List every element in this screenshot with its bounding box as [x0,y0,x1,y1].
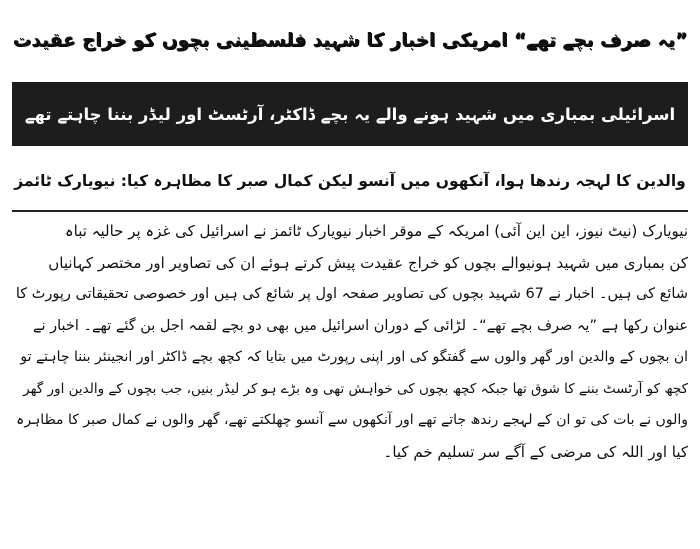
body-line: شائع کی ہیں۔ اخبار نے 67 شہید بچوں کی تصاویر صفحہ اول پر شائع کی ہیں اور خصوصی تحقیقاتی رپورٹ کا [15,286,688,302]
headline: ”یہ صرف بچے تھے“ امریکی اخبار کا شہید فلسطینی بچوں کو خراج عقیدت [12,30,688,52]
body-line: کچھ کو آرٹسٹ بننے کا شوق تھا جبکہ کچھ بچوں کی خواہش تھی وہ بڑے ہو کر لیڈر بنیں، جب بچوں کے والدین اور گھر [23,380,688,397]
article-body [12,216,688,468]
divider-rule [12,210,688,212]
subheadline-band [12,82,688,146]
body-line: کن بمباری میں شہید ہونیوالے بچوں کو خراج عقیدت پیش کرتے ہوئے ان کی تصاویر اور مختصر کہانیاں [48,253,688,272]
body-line: ان بچوں کے والدین اور گھر والوں سے گفتگو کی اور اپنی رپورٹ میں بتایا کہ کچھ بچے ڈاکٹر اور انجینئر بننا چاہتے تو [20,349,688,365]
body-line: والوں نے بات کی تو ان کے لہجے رندھ جاتے تھے اور آنکھوں سے آنسو چھلکتے تھے، گھر والوں نے کمال صبر کا مظاہرہ [16,412,688,428]
body-line: نیویارک (نیٹ نیوز، این این آئی) امریکہ کے موقر اخبار نیویارک ٹائمز نے اسرائیل کی غزہ پر حالیہ تباہ [64,222,688,240]
body-line: عنوان رکھا ہے ”یہ صرف بچے تھے“۔ لڑائی کے دوران اسرائیل میں بھی دو بچے لقمہ اجل بن گئے تھے۔ اخبار نے [32,317,688,334]
deck-line: والدین کا لہجہ رندھا ہوا، آنکھوں میں آنسو لیکن کمال صبر کا مظاہرہ کیا: نیویارک ٹائمز [14,172,686,190]
subheadline: اسرائیلی بمباری میں شہید ہونے والے یہ بچے ڈاکٹر، آرٹسٹ اور لیڈر بننا چاہتے تھے [24,104,676,124]
body-line: کیا اور اللہ کی مرضی کے آگے سر تسلیم خم کیا۔ [383,442,688,461]
